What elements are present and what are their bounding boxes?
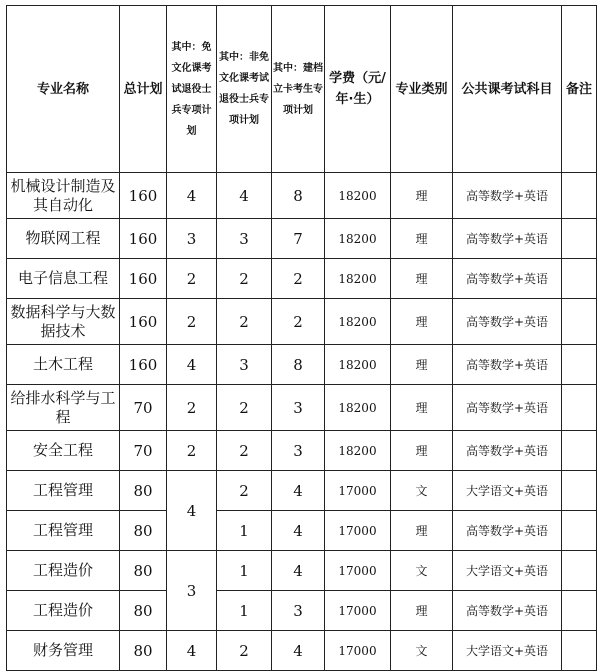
cell-tuition: 18200 — [325, 345, 391, 385]
cell-archive: 8 — [272, 173, 325, 219]
table-row — [7, 551, 597, 591]
header-total: 总计划 — [120, 6, 167, 173]
cell-tuition: 17000 — [325, 591, 391, 631]
cell-nonexempt: 2 — [217, 299, 272, 345]
cell-archive: 3 — [272, 385, 325, 431]
cell-category: 理 — [391, 219, 453, 259]
cell-exempt: 4 — [167, 173, 217, 219]
cell-archive: 3 — [272, 591, 325, 631]
cell-exempt: 2 — [167, 299, 217, 345]
cell-tuition: 18200 — [325, 431, 391, 471]
cell-category: 理 — [391, 173, 453, 219]
cell-category: 理 — [391, 299, 453, 345]
cell-subjects: 高等数学+英语 — [453, 299, 562, 345]
cell-archive: 2 — [272, 259, 325, 299]
cell-category: 文 — [391, 631, 453, 671]
table-row — [7, 431, 597, 471]
enrollment-plan-table — [6, 5, 597, 671]
cell-subjects: 大学语文+英语 — [453, 631, 562, 671]
cell-total: 80 — [120, 591, 167, 631]
cell-notes — [562, 631, 597, 671]
cell-major: 物联网工程 — [7, 219, 120, 259]
cell-subjects: 高等数学+英语 — [453, 173, 562, 219]
header-nonexempt-plan: 其中：非免文化课考试退役士兵专项计划 — [217, 6, 272, 173]
cell-notes — [562, 345, 597, 385]
cell-exempt: 2 — [167, 259, 217, 299]
cell-notes — [562, 431, 597, 471]
cell-subjects: 高等数学+英语 — [453, 345, 562, 385]
cell-category: 理 — [391, 591, 453, 631]
cell-category: 理 — [391, 345, 453, 385]
table-row — [7, 511, 597, 551]
cell-nonexempt: 1 — [217, 551, 272, 591]
cell-major: 工程造价 — [7, 551, 120, 591]
header-row — [7, 6, 597, 173]
cell-notes — [562, 173, 597, 219]
header-exempt-plan: 其中：免文化课考试退役士兵专项计划 — [167, 6, 217, 173]
cell-total: 160 — [120, 173, 167, 219]
cell-category: 文 — [391, 471, 453, 511]
cell-exempt-merged: 4 — [167, 471, 217, 551]
cell-exempt: 2 — [167, 385, 217, 431]
cell-archive: 8 — [272, 345, 325, 385]
cell-subjects: 大学语文+英语 — [453, 551, 562, 591]
cell-major: 工程造价 — [7, 591, 120, 631]
cell-major: 数据科学与大数据技术 — [7, 299, 120, 345]
cell-nonexempt: 1 — [217, 511, 272, 551]
cell-archive: 2 — [272, 299, 325, 345]
cell-archive: 4 — [272, 511, 325, 551]
cell-tuition: 18200 — [325, 173, 391, 219]
cell-nonexempt: 2 — [217, 471, 272, 511]
cell-subjects: 高等数学+英语 — [453, 591, 562, 631]
cell-notes — [562, 511, 597, 551]
header-category: 专业类别 — [391, 6, 453, 173]
cell-tuition: 18200 — [325, 299, 391, 345]
cell-nonexempt: 1 — [217, 591, 272, 631]
cell-exempt: 4 — [167, 631, 217, 671]
cell-archive: 4 — [272, 551, 325, 591]
cell-major: 给排水科学与工程 — [7, 385, 120, 431]
cell-tuition: 18200 — [325, 385, 391, 431]
cell-archive: 4 — [272, 471, 325, 511]
cell-category: 理 — [391, 511, 453, 551]
cell-total: 160 — [120, 299, 167, 345]
cell-nonexempt: 2 — [217, 385, 272, 431]
cell-major: 安全工程 — [7, 431, 120, 471]
header-major: 专业名称 — [7, 6, 120, 173]
cell-subjects: 高等数学+英语 — [453, 259, 562, 299]
cell-notes — [562, 591, 597, 631]
cell-tuition: 18200 — [325, 259, 391, 299]
cell-category: 理 — [391, 259, 453, 299]
cell-exempt-merged: 3 — [167, 551, 217, 631]
cell-category: 理 — [391, 431, 453, 471]
cell-tuition: 18200 — [325, 219, 391, 259]
table-row — [7, 259, 597, 299]
table-row — [7, 631, 597, 671]
header-archive-plan: 其中：建档立卡考生专项计划 — [272, 6, 325, 173]
cell-notes — [562, 551, 597, 591]
cell-exempt: 2 — [167, 431, 217, 471]
cell-nonexempt: 3 — [217, 219, 272, 259]
cell-archive: 3 — [272, 431, 325, 471]
cell-major: 电子信息工程 — [7, 259, 120, 299]
cell-major: 工程管理 — [7, 471, 120, 511]
cell-notes — [562, 471, 597, 511]
cell-archive: 4 — [272, 631, 325, 671]
cell-nonexempt: 2 — [217, 431, 272, 471]
table-row — [7, 345, 597, 385]
cell-total: 160 — [120, 259, 167, 299]
cell-total: 80 — [120, 631, 167, 671]
cell-total: 80 — [120, 511, 167, 551]
cell-tuition: 17000 — [325, 471, 391, 511]
cell-tuition: 17000 — [325, 511, 391, 551]
cell-subjects: 高等数学+英语 — [453, 431, 562, 471]
cell-major: 财务管理 — [7, 631, 120, 671]
cell-subjects: 高等数学+英语 — [453, 511, 562, 551]
cell-major: 机械设计制造及其自动化 — [7, 173, 120, 219]
cell-total: 160 — [120, 219, 167, 259]
cell-category: 文 — [391, 551, 453, 591]
header-tuition: 学费（元/年·生） — [325, 6, 391, 173]
cell-total: 80 — [120, 471, 167, 511]
cell-tuition: 17000 — [325, 551, 391, 591]
table-row — [7, 299, 597, 345]
cell-notes — [562, 385, 597, 431]
cell-tuition: 17000 — [325, 631, 391, 671]
cell-exempt: 4 — [167, 345, 217, 385]
header-notes: 备注 — [562, 6, 597, 173]
cell-total: 70 — [120, 385, 167, 431]
cell-subjects: 高等数学+英语 — [453, 385, 562, 431]
cell-nonexempt: 3 — [217, 345, 272, 385]
cell-major: 工程管理 — [7, 511, 120, 551]
table-row — [7, 219, 597, 259]
table-row — [7, 471, 597, 511]
table-row — [7, 591, 597, 631]
table-row — [7, 173, 597, 219]
cell-notes — [562, 219, 597, 259]
cell-total: 80 — [120, 551, 167, 591]
cell-notes — [562, 299, 597, 345]
cell-major: 土木工程 — [7, 345, 120, 385]
cell-nonexempt: 2 — [217, 259, 272, 299]
cell-subjects: 大学语文+英语 — [453, 471, 562, 511]
cell-category: 理 — [391, 385, 453, 431]
cell-nonexempt: 2 — [217, 631, 272, 671]
cell-total: 70 — [120, 431, 167, 471]
cell-subjects: 高等数学+英语 — [453, 219, 562, 259]
cell-exempt: 3 — [167, 219, 217, 259]
cell-nonexempt: 4 — [217, 173, 272, 219]
table-row — [7, 385, 597, 431]
header-subjects: 公共课考试科目 — [453, 6, 562, 173]
cell-total: 160 — [120, 345, 167, 385]
cell-archive: 7 — [272, 219, 325, 259]
cell-notes — [562, 259, 597, 299]
